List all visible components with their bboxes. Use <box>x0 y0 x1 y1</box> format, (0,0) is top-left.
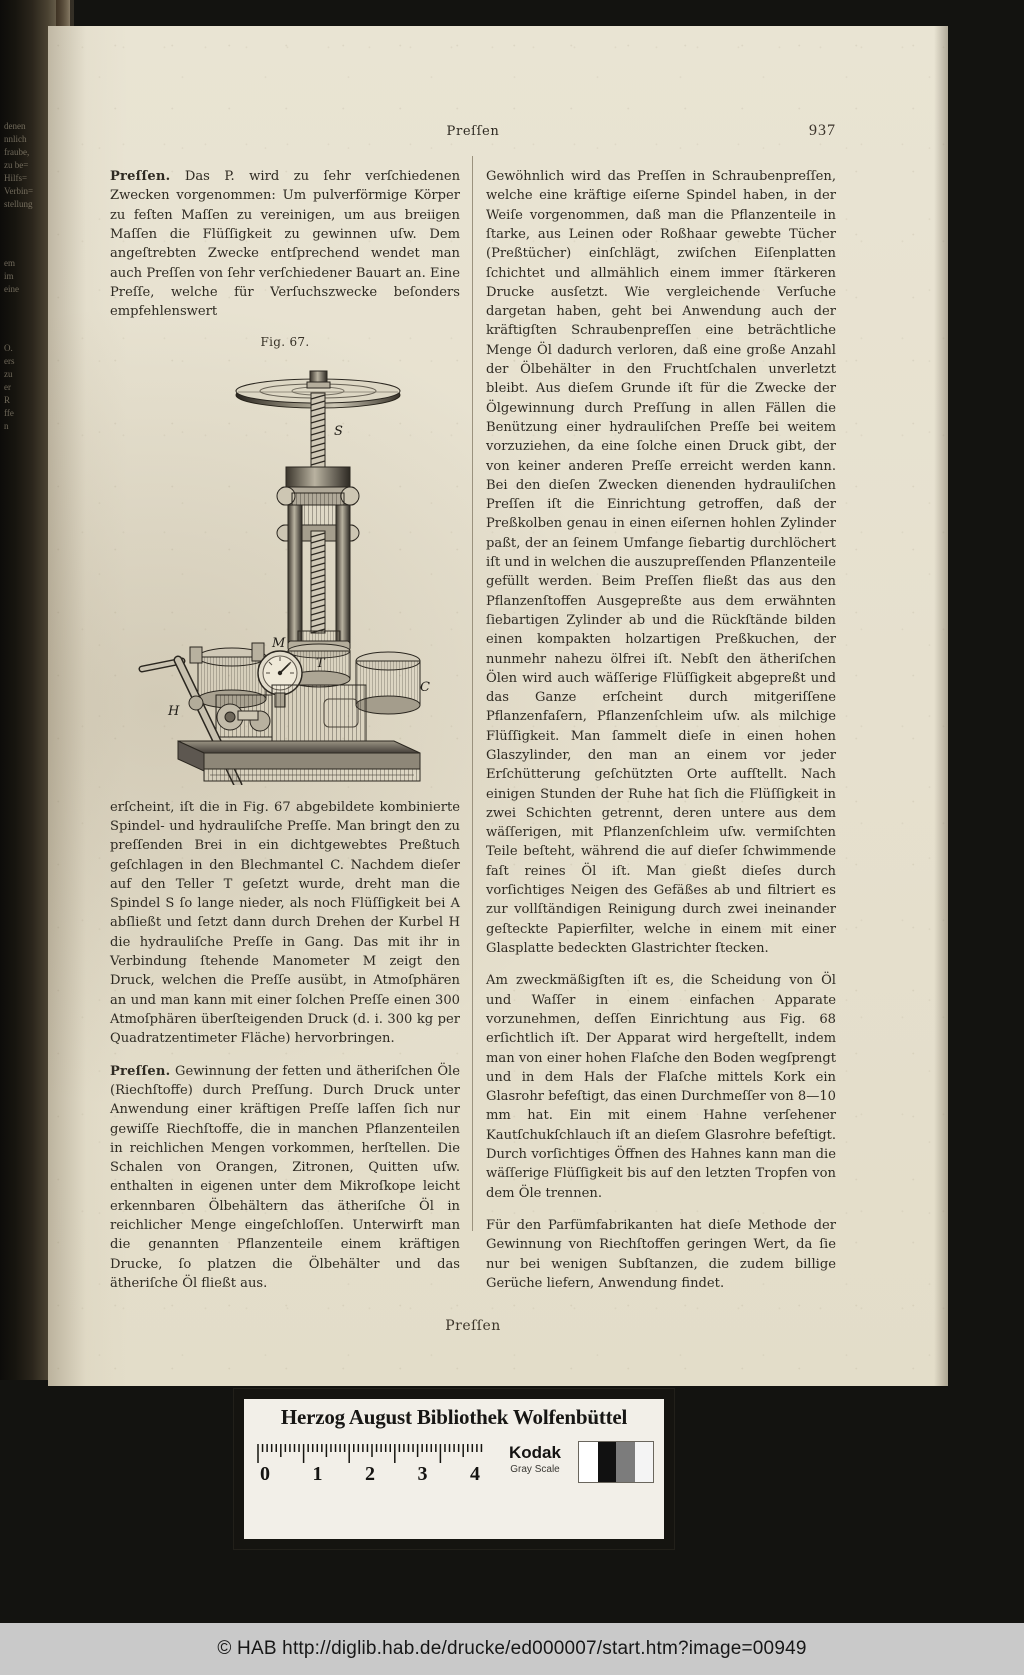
paragraph-text: Für den Parfümfabrikanten hat dieſe Methode der Gewinnung von Riechſtoffen geringen Wert, da ſie nur bei wenigen Subſtanzen, die zudem billige Gerüche liefern, Anwendung findet. <box>486 1218 836 1291</box>
press-engraving <box>120 355 450 785</box>
calibration-target-strip <box>233 1388 675 1550</box>
figure-label-S: S <box>334 423 343 439</box>
ruler-number: 0 <box>260 1463 270 1485</box>
kodak-label <box>496 1443 574 1475</box>
facing-page-fragment: fraube, <box>4 147 30 157</box>
paragraph-text: erſcheint, iſt die in Fig. 67 abgebildete kombinierte Spindel- und hydrauliſche Preſſe. Man bringt den zu preſſenden Brei in ein dichtgewebtes Preßtuch geſchlagen in den Blechmantel C. Nachdem dieſer auf den Teller T geſetzt wurde, dreht man die Spindel S ſo lange nieder, als noch Flüſſigkeit bei A abſließt und ſetzt dann durch Drehen der Kurbel H die hydrauliſche Preſſe in Gang. Das mit ihr in Verbindung ſtehende Manometer M zeigt den Druck, welchen die Preſſe ausübt, in Atmoſphären an und man kann mit einer ſolchen Preſſe einen 300 Atmoſphären überſteigenden Druck (d. i. 300 kg per Quadratzentimeter Fläche) hervorbringen. <box>110 799 460 1047</box>
figure-label-T: T <box>316 655 325 671</box>
facing-page-fragment: zu be= <box>4 160 29 170</box>
footer-catchword: Preſſen <box>445 1318 501 1334</box>
figure-caption: Fig. 67. <box>260 334 310 349</box>
paragraph-perfume-value <box>486 1216 836 1293</box>
facing-page-fragment: im <box>4 271 14 281</box>
paragraph-pressen-intro <box>110 167 460 321</box>
facing-page-fragment: eine <box>4 284 19 294</box>
page-surface <box>48 26 948 1386</box>
paragraph-pressen-oils <box>110 1062 460 1294</box>
kodak-grayscale-label: Gray Scale <box>510 1464 560 1475</box>
paragraph-screw-presses <box>486 167 836 958</box>
figure-label-H: H <box>168 703 180 719</box>
entry-keyword-pressen-1: Preſſen. <box>110 169 171 185</box>
paragraph-text: Das P. wird zu ſehr verſchiedenen Zwecken vorgenommen: Um pulverförmige Körper zu feſten Maſſen zu vereinigen, um aus breiigen Maſſen die Flüſſigkeit zu gewinnen uſw. Dem angeſtrebten Zwecke entſprechend wendet man auch Preſſen von ſehr verſchiedener Bauart an. Eine Preſſe, welche für Verſuchszwecke beſonders empfehlenswert <box>110 169 460 320</box>
facing-page-fragment: R <box>4 395 11 405</box>
entry-keyword-pressen-2: Preſſen. <box>110 1063 171 1079</box>
calibration-card <box>244 1399 664 1539</box>
facing-page-fragment: stellung <box>4 199 33 209</box>
facing-page-fragment: denen <box>4 121 26 131</box>
ruler-ticks <box>256 1443 484 1465</box>
facing-page-fragment: ers <box>4 356 15 366</box>
figure-67 <box>110 335 460 785</box>
facing-page-fragment: O. <box>4 343 13 353</box>
ruler <box>256 1443 484 1489</box>
ruler-number: 2 <box>365 1463 375 1485</box>
facing-page-fragment: nnlich <box>4 134 27 144</box>
scanned-page <box>48 26 948 1386</box>
footer-url-text: © HAB http://diglib.hab.de/drucke/ed000007/start.htm?image=00949 <box>217 1638 807 1659</box>
gray-scale-patches <box>578 1441 654 1483</box>
text-block <box>110 122 836 1334</box>
paragraph-separation-apparatus <box>486 971 836 1203</box>
facing-page-fragment: er <box>4 382 11 392</box>
ruler-numbers <box>256 1463 484 1489</box>
facing-page-fragment: ffe <box>4 408 14 418</box>
ruler-number: 3 <box>417 1463 428 1485</box>
ruler-number: 4 <box>470 1463 480 1485</box>
two-column-layout <box>110 154 836 1306</box>
kodak-brand: Kodak <box>509 1443 561 1462</box>
facing-page-fragment: Verbin= <box>4 186 34 196</box>
running-head-title: Preſſen <box>446 124 500 139</box>
paragraph-press-description <box>110 798 460 1049</box>
figure-label-M: M <box>272 635 286 651</box>
running-head <box>110 122 836 148</box>
library-name: Herzog August Bibliothek Wolfenbüttel <box>280 1405 628 1429</box>
paragraph-text: Am zweckmäßigſten iſt es, die Scheidung von Öl und Waſſer in einem einfachen Apparate vorzunehmen, deſſen Einrichtung aus Fig. 68 erſichtlich iſt. Der Apparat wird hergeſtellt, indem man von einer hohen Flaſche den Boden wegſprengt und in dem Hals der Flaſche mittels Kork ein Glasrohr befeſtigt, das einen Durchmeſſer von 8—10 mm hat. Ein mit einem Hahne verſehener Kautſchukſchlauch iſt an dieſem Glasrohre befeſtigt. Durch vorſichtiges Öffnen des Hahnes kann man die wäſſerige Flüſſigkeit bis auf den letzten Tropfen von dem Öle trennen. <box>486 973 836 1201</box>
ruler-number: 1 <box>312 1463 323 1485</box>
gray-patch-near-white <box>635 1442 654 1482</box>
left-column <box>110 154 460 1306</box>
facing-page-fragment: em <box>4 258 15 268</box>
right-column <box>486 154 836 1306</box>
gray-patch-mid <box>616 1442 635 1482</box>
facing-page-fragment: n <box>4 421 9 431</box>
footer-url-bar <box>0 1623 1024 1675</box>
paragraph-text: Gewinnung der fetten und ätheriſchen Öle (Riechſtoffe) durch Preſſung. Durch Druck unter Anwendung einer kräftigen Preſſe laſſen ſich nur gewiſſe Riechſtoffe, die in manchen Pflanzenteilen in reichlichen Mengen vorkommen, herſtellen. Die Schalen von Orangen, Zitronen, Quitten uſw. enthalten in eigenen unter dem Mikroſkope leicht erkennbaren Ölbehältern das ätheriſche Öl in reichlicher Menge eingeſchloſſen. Unterwirft man die genannten Pflanzenteile einem kräftigen Drucke, ſo platzen die Ölbehälter und das ätheriſche Öl fließt aus. <box>110 1063 460 1291</box>
paragraph-text: Gewöhnlich wird das Preſſen in Schraubenpreſſen, welche eine kräftige eiſerne Spindel haben, in der Weiſe vorgenommen, daß man die Pflanzenteile in ſtarke, aus Leinen oder Roßhaar gewebte Tücher (Preßtücher) einſchlägt, zwiſchen Eiſenplatten ſchichtet und allmählich einem immer ſtärkeren Drucke ausſetzt. Wie vergleichende Verſuche dargetan haben, geht bei Anwendung auch der kräftigſten Schraubenpreſſen eine beträchtliche Menge Öl dadurch verloren, daß eine große Anzahl der Ölbehälter in den Fruchtſchalen unverletzt bleibt. Aus dieſem Grunde iſt für die Zwecke der Ölgewinnung durch Preſſung in allen Fällen die Benützung einer hydrauliſchen Preſſe bei weitem vorzuziehen, da eine ſolche einen Druck gibt, der von keiner anderen Preſſe erreicht werden kann. Bei den dieſen Zwecken dienenden hydrauliſchen Preſſen iſt die Einrichtung getroffen, daß der Preßkolben genau in einen eiſernen hohlen Zylinder paßt, der an ſeinem Umfange ſiebartig durchlöchert iſt und in welchen die auszupreſſenden Pflanzenteile gefüllt werden. Beim Preſſen fließt das aus den Pflanzenſtoffen Ausgepreßte aus dem erwähnten ſiebartigen Zylinder ab und die Rückſtände bilden einen kompakten holzartigen Preßkuchen, der nunmehr nahezu ölfrei iſt. Nebſt den ätheriſchen Ölen wird auch wäſſerige Flüſſigkeit abgepreßt und das Ganze erſcheint durch mitgeriſſene Pflanzenfaſern, Pflanzenſchleim uſw. als milchige Flüſſigkeit. Man ſammelt dieſe in einen hohen Glaszylinder, den man an einem vor jeder Erſchütterung geſchützten Orte aufſtellt. Nach einigen Stunden der Ruhe hat ſich die Flüſſigkeit in zwei Schichten getrennt, deren untere aus dem wäſſerigen, mit Pflanzenſchleim uſw. vermiſchten Teile beſteht, während die auf dieſer ſchwimmende faſt reines Öl iſt. Man gießt dieſes durch vorſichtiges Neigen des Gefäßes ab und filtriert es zur vollſtändigen Reinigung durch zwei ineinander geſteckte Papierfilter, welche in einem mit einer Glasplatte bedeckten Glastrichter ſtecken. <box>486 169 836 956</box>
facing-page-fragment: zu <box>4 369 13 379</box>
facing-page-fragment: Hilfs= <box>4 173 28 183</box>
gray-patch-white <box>579 1442 598 1482</box>
column-divider-rule <box>472 156 473 1231</box>
gray-patch-black <box>598 1442 617 1482</box>
page-edge-shadow <box>934 26 948 1386</box>
page-number: 937 <box>809 122 836 139</box>
figure-label-C: C <box>420 679 430 695</box>
